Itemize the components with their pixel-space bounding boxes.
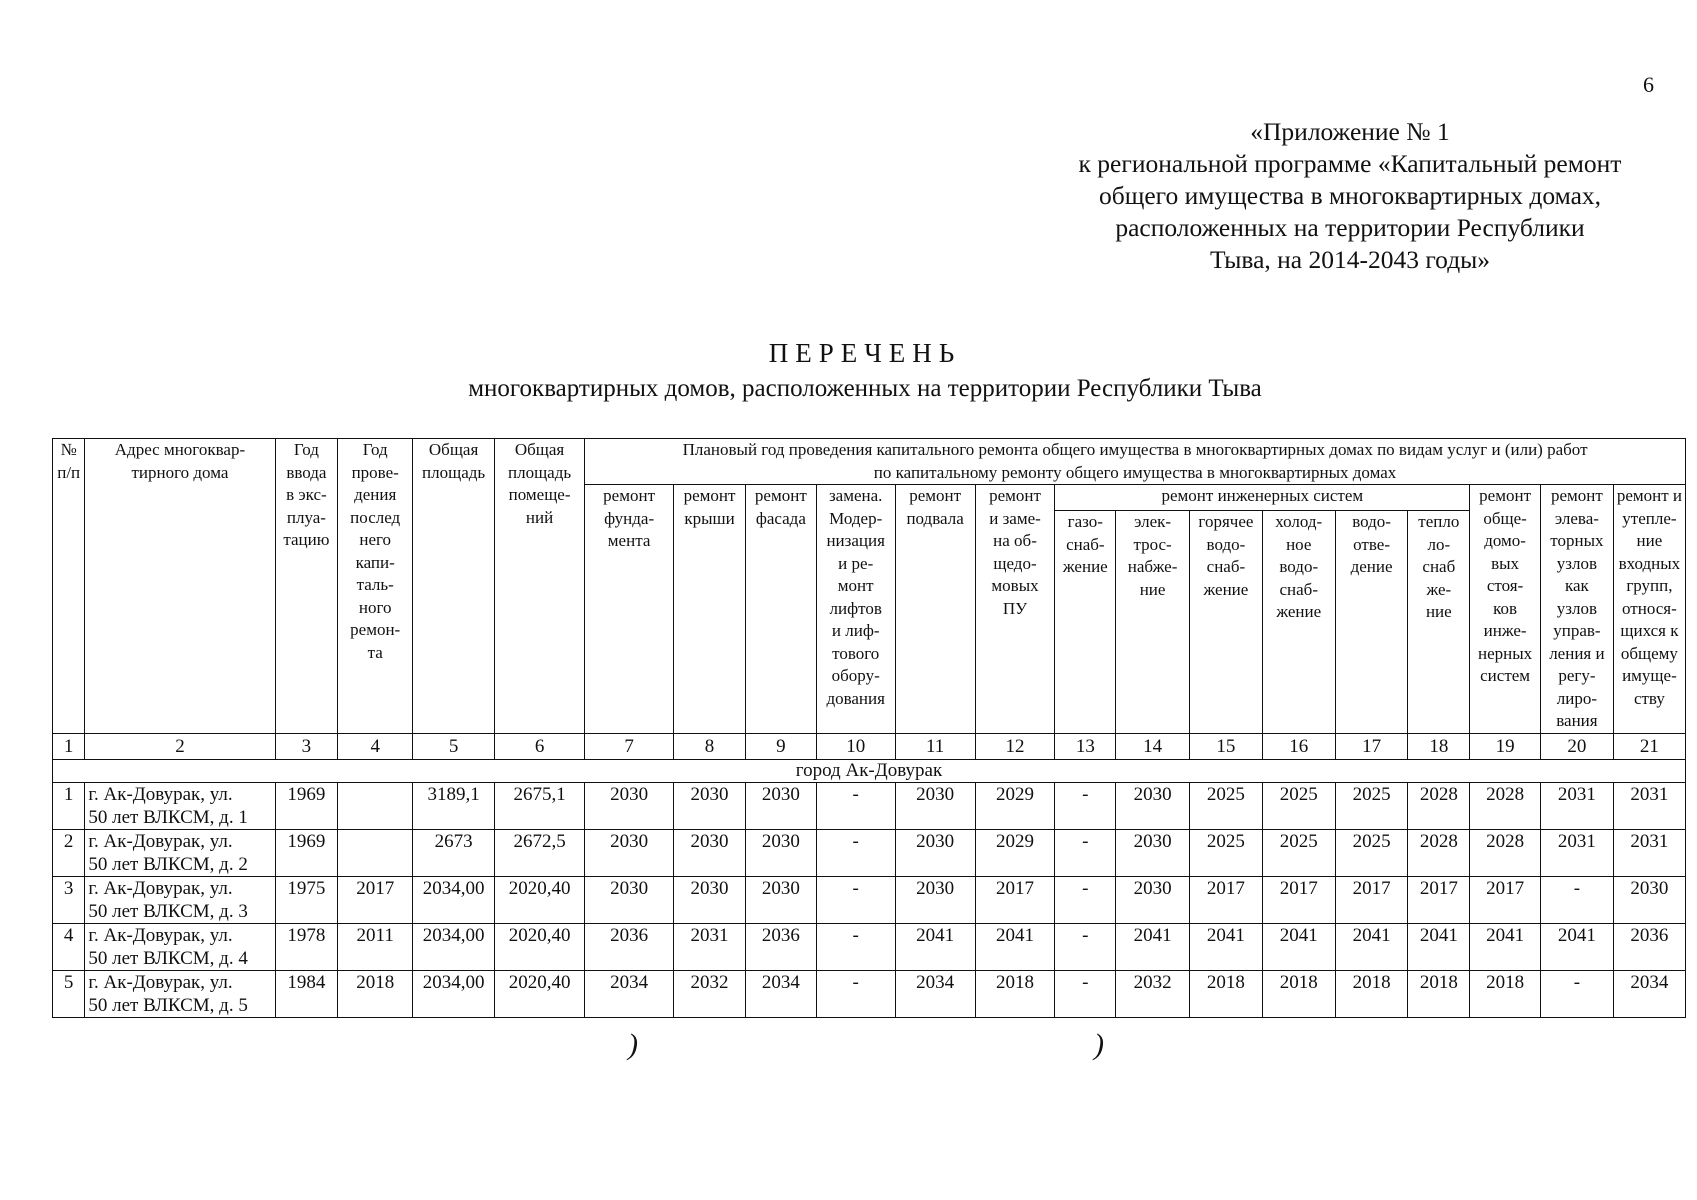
year-commissioned: 1978: [275, 923, 338, 970]
address-line: г. Ак-Довурак, ул.: [88, 783, 233, 805]
header-line: ремонт: [754, 486, 807, 505]
year-commissioned: 1969: [275, 782, 338, 829]
header-line: в экс-: [286, 485, 327, 504]
header-line: по капитальному ремонту общего имущества в многоквартирных домах: [873, 462, 1397, 482]
header-line: относя-: [1622, 598, 1677, 618]
document-title: ПЕРЕЧЕНЬ: [768, 338, 962, 368]
year-commissioned: 1984: [275, 970, 338, 1017]
header-line: Модер-: [829, 508, 883, 528]
header-line: щедо-: [993, 553, 1037, 573]
heating-year: 2018: [1408, 970, 1470, 1017]
elevator-nodes-year: -: [1541, 876, 1614, 923]
header-line: прове-: [351, 462, 399, 482]
column-number: 4: [338, 733, 413, 759]
header-line: фунда-: [604, 508, 655, 528]
header-line: элек-: [1134, 512, 1172, 532]
gas-year: -: [1055, 829, 1116, 876]
header-line: Адрес многоквар-: [114, 440, 246, 459]
header-line: ние: [1636, 531, 1663, 550]
header-line: отве-: [1353, 534, 1390, 554]
basement-year: 2030: [895, 876, 975, 923]
header-cold-water: [1262, 511, 1335, 733]
gas-year: -: [1055, 782, 1116, 829]
cold-water-year: 2025: [1262, 829, 1335, 876]
header-line: капи-: [355, 552, 395, 572]
elevator-nodes-year: 2041: [1541, 923, 1614, 970]
header-line: п/п: [57, 462, 81, 482]
column-number: 15: [1190, 733, 1263, 759]
entrances-year: 2031: [1613, 829, 1685, 876]
header-line: снаб-: [1066, 534, 1105, 554]
cold-water-year: 2017: [1262, 876, 1335, 923]
facade-year: 2034: [745, 970, 816, 1017]
header-line: Общая: [514, 440, 565, 459]
hot-water-year: 2025: [1190, 829, 1263, 876]
header-premises-area: [495, 439, 585, 734]
basement-year: 2030: [895, 829, 975, 876]
heating-year: 2028: [1408, 829, 1470, 876]
electricity-year: 2032: [1116, 970, 1190, 1017]
address-cell: [85, 876, 275, 923]
appendix-line: к региональной программе «Капитальный ремонт: [1078, 149, 1622, 178]
sewerage-year: 2017: [1335, 876, 1408, 923]
header-line: низация: [826, 531, 885, 550]
address-line: г. Ак-Довурак, ул.: [88, 877, 233, 899]
facade-year: 2036: [745, 923, 816, 970]
electricity-year: 2030: [1116, 782, 1190, 829]
column-number: 20: [1541, 733, 1614, 759]
electricity-year: 2041: [1116, 923, 1190, 970]
header-line: снаб-: [1206, 557, 1246, 577]
total-area: 3189,1: [413, 782, 495, 829]
header-year-commissioned: [275, 439, 338, 734]
address-cell: [85, 829, 275, 876]
total-area: 2034,00: [413, 970, 495, 1017]
header-line: ков: [1493, 598, 1518, 618]
column-number: 10: [816, 733, 895, 759]
table-row: [53, 923, 1686, 970]
header-engineering: ремонт инженерных систем: [1055, 485, 1470, 511]
header-line: газо-: [1067, 512, 1103, 532]
header-line: ного: [358, 597, 392, 617]
header-line: управ-: [1553, 621, 1601, 640]
roof-year: 2030: [674, 876, 746, 923]
hot-water-year: 2041: [1190, 923, 1263, 970]
column-number: 19: [1470, 733, 1541, 759]
column-number-row: [53, 733, 1686, 759]
table-row: [53, 876, 1686, 923]
header-line: тового: [832, 643, 880, 663]
header-line: ремонт: [683, 486, 736, 505]
entrances-year: 2031: [1613, 782, 1685, 829]
header-line: помеще-: [508, 485, 571, 504]
header-line: ремонт: [603, 486, 656, 505]
address-line: г. Ак-Довурак, ул.: [88, 924, 233, 946]
heating-year: 2017: [1408, 876, 1470, 923]
facade-year: 2030: [745, 829, 816, 876]
header-line: вых: [1491, 553, 1520, 573]
electricity-year: 2030: [1116, 876, 1190, 923]
column-number: 2: [85, 733, 275, 759]
header-line: систем: [1480, 666, 1531, 685]
roof-year: 2030: [674, 829, 746, 876]
header-line: крыши: [684, 508, 735, 528]
header-line: стоя-: [1486, 576, 1524, 595]
header-line: водо-: [1279, 557, 1319, 577]
cold-water-year: 2041: [1262, 923, 1335, 970]
roof-year: 2032: [674, 970, 746, 1017]
premises-area: 2675,1: [495, 782, 585, 829]
header-line: площадь: [508, 462, 572, 482]
appendix-caption: [1040, 116, 1660, 276]
year-last-repair: 2018: [338, 970, 413, 1017]
header-electricity: [1116, 511, 1190, 733]
handwritten-mark: ): [628, 1028, 638, 1061]
city-row: [53, 759, 1686, 782]
header-line: холод-: [1275, 512, 1323, 532]
total-area: 2034,00: [413, 923, 495, 970]
address-line: 50 лет ВЛКСМ, д. 4: [88, 947, 248, 969]
facade-year: 2030: [745, 782, 816, 829]
header-line: жение: [1276, 602, 1322, 622]
header-line: ству: [1633, 688, 1665, 708]
address-cell: [85, 782, 275, 829]
header-line: горячее: [1198, 512, 1254, 532]
basement-year: 2041: [895, 923, 975, 970]
total-area: 2034,00: [413, 876, 495, 923]
header-line: тацию: [283, 530, 330, 549]
header-elevators: [816, 485, 895, 734]
header-line: общему: [1620, 643, 1678, 663]
column-number: 5: [413, 733, 495, 759]
roof-year: 2031: [674, 923, 746, 970]
column-number: 18: [1408, 733, 1470, 759]
header-line: снаб: [1422, 557, 1456, 577]
premises-area: 2020,40: [495, 923, 585, 970]
header-line: и ре-: [838, 553, 874, 573]
header-line: утепле-: [1622, 508, 1677, 528]
address-line: 50 лет ВЛКСМ, д. 2: [88, 853, 248, 875]
header-line: элева-: [1554, 508, 1599, 528]
address-line: 50 лет ВЛКСМ, д. 1: [88, 806, 248, 828]
column-number: 11: [895, 733, 975, 759]
column-number: 17: [1335, 733, 1408, 759]
meters-year: 2029: [975, 782, 1055, 829]
meters-year: 2018: [975, 970, 1055, 1017]
elevators-year: -: [816, 876, 895, 923]
header-line: мента: [607, 531, 651, 550]
header-line: нерных: [1478, 643, 1533, 663]
header-line: монт: [837, 576, 874, 595]
foundation-year: 2030: [585, 876, 674, 923]
header-line: имуще-: [1622, 666, 1677, 685]
header-line: ремонт: [1479, 486, 1532, 505]
header-roof: [674, 485, 746, 734]
year-last-repair: [338, 829, 413, 876]
header-line: Год: [362, 440, 388, 459]
address-line: г. Ак-Довурак, ул.: [88, 830, 233, 852]
elevator-nodes-year: 2031: [1541, 782, 1614, 829]
header-line: подвала: [906, 508, 964, 528]
heating-year: 2041: [1408, 923, 1470, 970]
header-line: фасада: [755, 508, 806, 528]
total-area: 2673: [413, 829, 495, 876]
header-gas: [1055, 511, 1116, 733]
header-line: как: [1565, 576, 1589, 595]
header-line: домо-: [1484, 531, 1526, 550]
header-year-last-repair: [338, 439, 413, 734]
hot-water-year: 2018: [1190, 970, 1263, 1017]
gas-year: -: [1055, 876, 1116, 923]
table-row: [53, 829, 1686, 876]
header-line: плуа-: [286, 507, 326, 527]
header-line: жение: [1203, 579, 1249, 599]
document-subtitle: многоквартирных домов, расположенных на территории Республики Тыва: [468, 375, 1262, 402]
premises-area: 2672,5: [495, 829, 585, 876]
header-line: мовых: [991, 576, 1039, 595]
risers-year: 2018: [1470, 970, 1541, 1017]
header-sewerage: [1335, 511, 1408, 733]
header-line: ремонт: [989, 486, 1041, 505]
header-foundation: [585, 485, 674, 734]
appendix-line: «Приложение № 1: [1250, 117, 1450, 146]
meters-year: 2029: [975, 829, 1055, 876]
column-number: 12: [975, 733, 1055, 759]
header-line: ремонт: [1550, 486, 1603, 505]
header-line: тирного дома: [131, 462, 229, 482]
header-line: Год: [293, 440, 319, 459]
column-number: 9: [745, 733, 816, 759]
table-body: [53, 782, 1686, 1017]
column-number: 3: [275, 733, 338, 759]
header-line: замена.: [828, 486, 883, 505]
header-line: ввода: [286, 462, 327, 482]
header-hot-water: [1190, 511, 1263, 733]
header-line: обору-: [831, 666, 880, 685]
header-line: дения: [354, 485, 397, 504]
address-cell: [85, 970, 275, 1017]
basement-year: 2034: [895, 970, 975, 1017]
elevators-year: -: [816, 829, 895, 876]
row-number: 5: [53, 970, 85, 1017]
cold-water-year: 2025: [1262, 782, 1335, 829]
row-number: 1: [53, 782, 85, 829]
header-line: ремонт: [909, 486, 962, 505]
address-cell: [85, 923, 275, 970]
column-number: 7: [585, 733, 674, 759]
year-last-repair: 2011: [338, 923, 413, 970]
row-number: 4: [53, 923, 85, 970]
header-line: вания: [1556, 711, 1598, 730]
header-basement: [895, 485, 975, 734]
foundation-year: 2034: [585, 970, 674, 1017]
header-line: водо-: [1352, 512, 1391, 532]
entrances-year: 2036: [1613, 923, 1685, 970]
row-number: 2: [53, 829, 85, 876]
header-line: №: [60, 440, 77, 459]
foundation-year: 2036: [585, 923, 674, 970]
handwritten-mark: ): [1094, 1028, 1104, 1061]
city-name: город Ак-Довурак: [53, 759, 1686, 782]
column-number: 6: [495, 733, 585, 759]
appendix-line: Тыва, на 2014-2043 годы»: [1209, 245, 1491, 274]
hot-water-year: 2017: [1190, 876, 1263, 923]
column-number: 16: [1262, 733, 1335, 759]
header-line: ления и: [1549, 643, 1605, 663]
year-last-repair: [338, 782, 413, 829]
premises-area: 2020,40: [495, 970, 585, 1017]
hot-water-year: 2025: [1190, 782, 1263, 829]
header-heating: [1408, 511, 1470, 733]
header-line: тепло: [1418, 512, 1460, 532]
risers-year: 2041: [1470, 923, 1541, 970]
risers-year: 2028: [1470, 829, 1541, 876]
header-line: ное: [1286, 534, 1312, 554]
header-line: инже-: [1483, 621, 1527, 640]
header-line: лиро-: [1556, 688, 1598, 708]
sewerage-year: 2041: [1335, 923, 1408, 970]
appendix-line: общего имущества в многоквартирных домах,: [1098, 181, 1602, 210]
column-number: 8: [674, 733, 746, 759]
header-line: ло-: [1427, 534, 1451, 554]
elevators-year: -: [816, 782, 895, 829]
header-line: жение: [1062, 557, 1108, 577]
year-commissioned: 1969: [275, 829, 338, 876]
elevators-year: -: [816, 970, 895, 1017]
header-line: групп,: [1626, 576, 1673, 595]
column-number: 21: [1613, 733, 1685, 759]
address-line: 50 лет ВЛКСМ, д. 5: [88, 994, 248, 1016]
elevator-nodes-year: -: [1541, 970, 1614, 1017]
elevators-year: -: [816, 923, 895, 970]
header-line: водо-: [1206, 534, 1246, 554]
column-number: 1: [53, 733, 85, 759]
header-address: [85, 439, 275, 734]
header-line: таль-: [356, 575, 394, 594]
row-number: 3: [53, 876, 85, 923]
gas-year: -: [1055, 923, 1116, 970]
electricity-year: 2030: [1116, 829, 1190, 876]
sewerage-year: 2025: [1335, 782, 1408, 829]
meters-year: 2041: [975, 923, 1055, 970]
meters-year: 2017: [975, 876, 1055, 923]
header-line: щихся к: [1620, 621, 1679, 640]
risers-year: 2017: [1470, 876, 1541, 923]
premises-area: 2020,40: [495, 876, 585, 923]
basement-year: 2030: [895, 782, 975, 829]
header-num: [53, 439, 85, 734]
address-line: г. Ак-Довурак, ул.: [88, 971, 233, 993]
foundation-year: 2030: [585, 782, 674, 829]
header-risers: [1470, 485, 1541, 734]
elevator-nodes-year: 2031: [1541, 829, 1614, 876]
header-line: обще-: [1483, 508, 1527, 528]
header-meters: [975, 485, 1055, 734]
gas-year: -: [1055, 970, 1116, 1017]
header-entrances: [1613, 485, 1685, 734]
header-line: трос-: [1133, 534, 1172, 554]
table-row: [53, 970, 1686, 1017]
header-line: Плановый год проведения капитального ремонта общего имущества в многоквартирных домах по видам услуг и (или) работ: [682, 440, 1588, 459]
header-line: и лиф-: [831, 621, 880, 640]
table-row: [53, 782, 1686, 829]
header-line: ний: [525, 507, 554, 527]
header-line: ремон-: [350, 620, 401, 639]
header-line: торных: [1550, 531, 1604, 550]
header-line: ние: [1139, 579, 1166, 599]
cold-water-year: 2018: [1262, 970, 1335, 1017]
header-line: же-: [1426, 579, 1452, 599]
heating-year: 2028: [1408, 782, 1470, 829]
year-last-repair: 2017: [338, 876, 413, 923]
header-elevator-nodes: [1541, 485, 1614, 734]
houses-table: [52, 438, 1686, 1018]
header-line: снаб-: [1279, 579, 1318, 599]
header-line: входных: [1618, 553, 1681, 573]
foundation-year: 2030: [585, 829, 674, 876]
header-facade: [745, 485, 816, 734]
header-line: дение: [1350, 557, 1393, 577]
header-line: регу-: [1558, 666, 1596, 685]
header-line: лифтов: [829, 598, 882, 618]
header-line: площадь: [422, 462, 486, 482]
header-total-area: [413, 439, 495, 734]
header-line: ПУ: [1002, 598, 1028, 618]
header-line: ремонт и: [1616, 486, 1682, 505]
header-line: него: [359, 530, 392, 549]
header-line: узлов: [1556, 598, 1598, 618]
entrances-year: 2034: [1613, 970, 1685, 1017]
header-line: на об-: [993, 531, 1037, 550]
year-commissioned: 1975: [275, 876, 338, 923]
header-line: узлов: [1556, 553, 1598, 573]
page-number: 6: [1643, 72, 1654, 97]
column-number: 14: [1116, 733, 1190, 759]
facade-year: 2030: [745, 876, 816, 923]
header-line: и заме-: [989, 508, 1041, 528]
header-line: ние: [1425, 602, 1452, 622]
header-line: послед: [350, 507, 401, 527]
header-line: набже-: [1127, 557, 1178, 577]
sewerage-year: 2025: [1335, 829, 1408, 876]
address-line: 50 лет ВЛКСМ, д. 3: [88, 900, 248, 922]
risers-year: 2028: [1470, 782, 1541, 829]
header-line: дования: [826, 688, 885, 708]
header-planned-year: [585, 439, 1686, 485]
sewerage-year: 2018: [1335, 970, 1408, 1017]
appendix-line: расположенных на территории Республики: [1115, 213, 1585, 242]
entrances-year: 2030: [1613, 876, 1685, 923]
header-line: та: [367, 642, 383, 662]
roof-year: 2030: [674, 782, 746, 829]
header-line: Общая: [428, 440, 479, 459]
column-number: 13: [1055, 733, 1116, 759]
